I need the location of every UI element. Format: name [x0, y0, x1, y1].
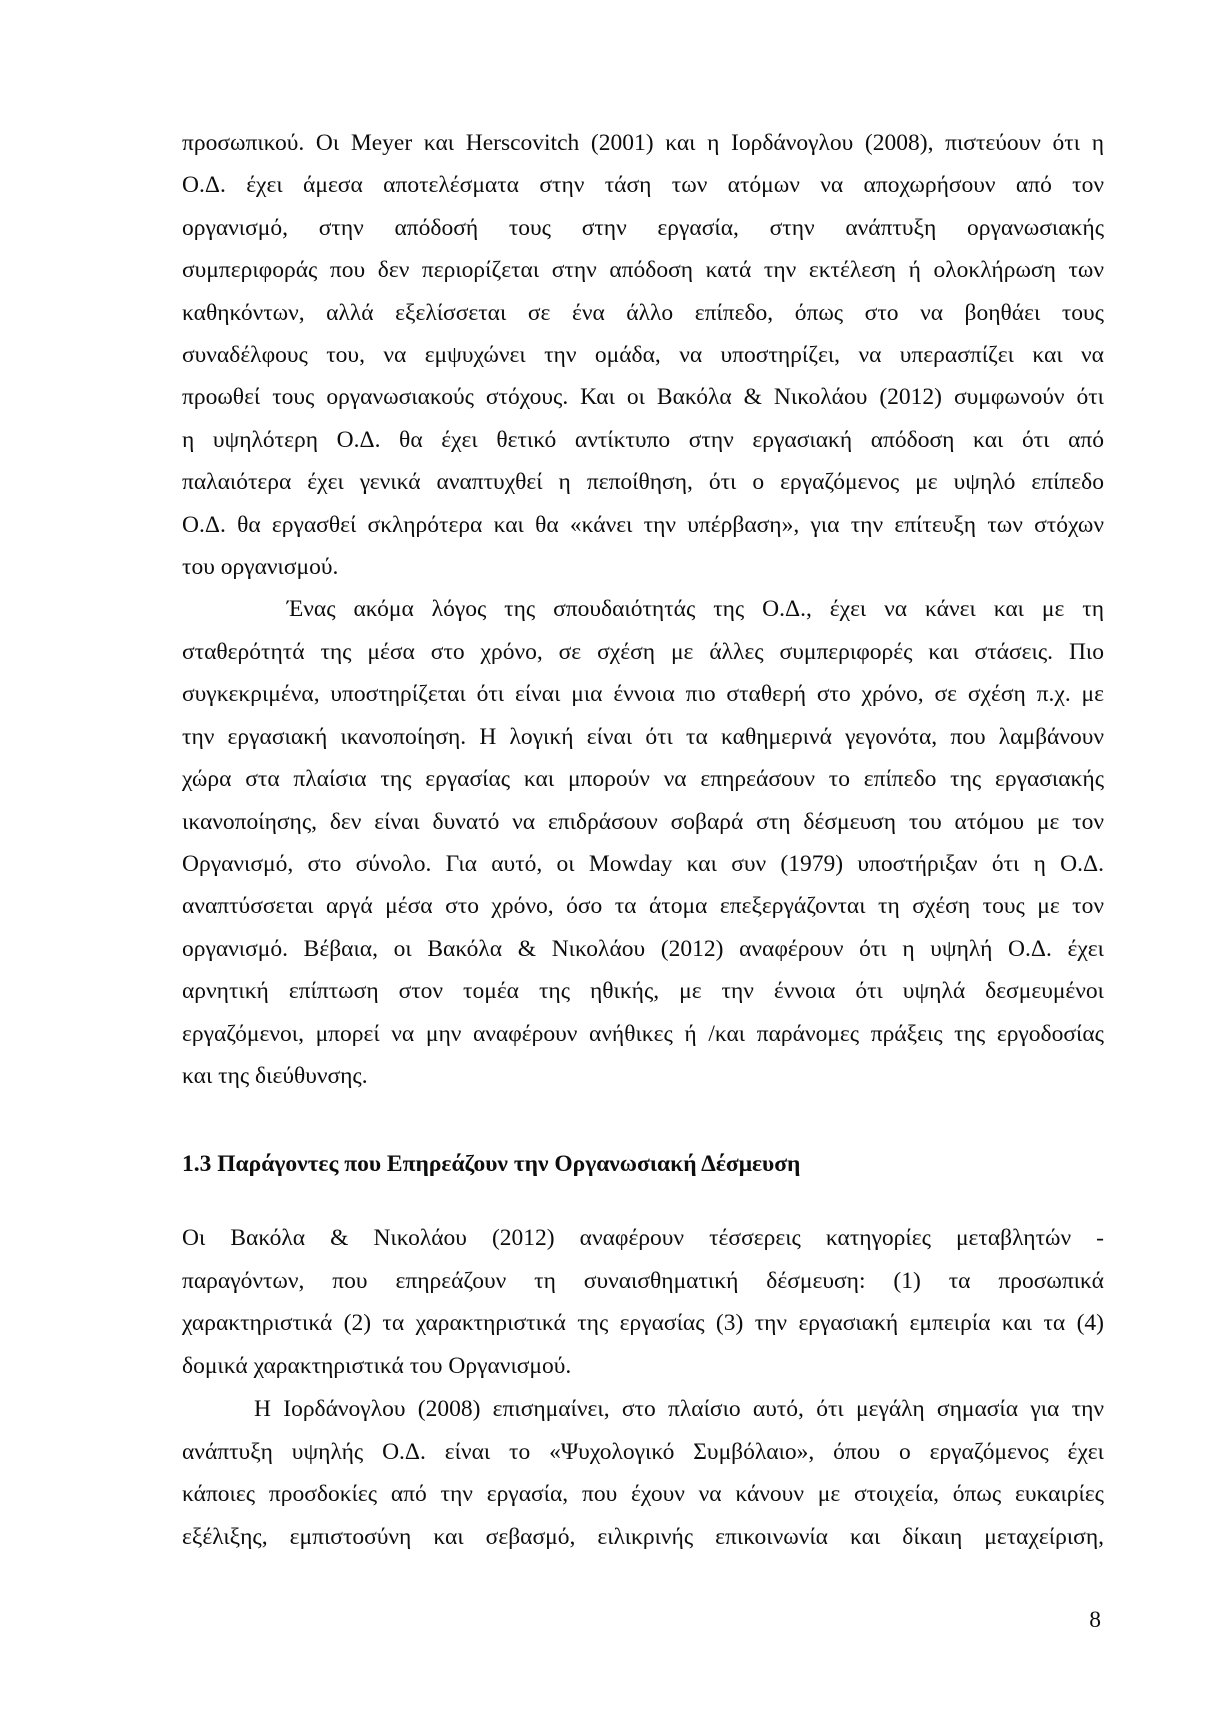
text-line: παλαιότερα έχει γενικά αναπτυχθεί η πεποίθηση, ότι ο εργαζόμενος με υψηλό επίπεδο	[182, 469, 1104, 496]
body-text-upper	[182, 122, 1104, 1097]
text-line: οργανισμό. Βέβαια, οι Βακόλα & Νικολάου (2012) αναφέρουν ότι η υψηλή Ο.Δ. έχει	[182, 935, 1104, 962]
text-line: συγκεκριμένα, υποστηρίζεται ότι είναι μια έννοια πιο σταθερή στο χρόνο, σε σχέση π.χ. με	[182, 681, 1104, 708]
text-line: του οργανισμού.	[182, 554, 339, 581]
text-line: σταθερότητά της μέσα στο χρόνο, σε σχέση με άλλες συμπεριφορές και στάσεις. Πιο	[182, 638, 1104, 665]
text-line: εξέλιξης, εμπιστοσύνη και σεβασμό, ειλικρινής επικοινωνία και δίκαιη μεταχείριση,	[182, 1523, 1104, 1550]
text-line: την εργασιακή ικανοποίηση. Η λογική είναι ότι τα καθημερινά γεγονότα, που λαμβάνουν	[182, 723, 1104, 750]
text-line: δομικά χαρακτηριστικά του Οργανισμού.	[182, 1353, 572, 1380]
paragraph	[182, 1388, 1104, 1559]
text-line: χαρακτηριστικά (2) τα χαρακτηριστικά της εργασίας (3) την εργασιακή εμπειρία και τα (4)	[182, 1310, 1104, 1337]
text-line: καθηκόντων, αλλά εξελίσσεται σε ένα άλλο επίπεδο, όπως στο να βοηθάει τους	[182, 299, 1104, 326]
paragraph	[182, 588, 1104, 1097]
text-line: Ο.Δ. έχει άμεσα αποτελέσματα στην τάση των ατόμων να αποχωρήσουν από τον	[182, 172, 1104, 199]
text-line: και της διεύθυνσης.	[182, 1062, 368, 1089]
section-heading: 1.3 Παράγοντες που Επηρεάζουν την Οργανωσιακή Δέσμευση	[182, 1151, 801, 1177]
paragraph	[182, 122, 1104, 588]
page-number: 8	[1089, 1607, 1101, 1633]
text-line: ικανοποίησης, δεν είναι δυνατό να επιδράσουν σοβαρά στη δέσμευση του ατόμου με τον	[182, 808, 1104, 835]
paragraph	[182, 1217, 1104, 1388]
text-line: οργανισμό, στην απόδοσή τους στην εργασία, στην ανάπτυξη οργανωσιακής	[182, 214, 1104, 241]
text-line: αναπτύσσεται αργά μέσα στο χρόνο, όσο τα άτομα επεξεργάζονται τη σχέση τους με τον	[182, 893, 1104, 920]
text-line: συναδέλφους του, να εμψυχώνει την ομάδα, να υποστηρίζει, να υπερασπίζει και να	[182, 342, 1104, 369]
text-line: συμπεριφοράς που δεν περιορίζεται στην απόδοση κατά την εκτέλεση ή ολοκλήρωση των	[182, 257, 1104, 284]
text-line: Η Ιορδάνογλου (2008) επισημαίνει, στο πλαίσιο αυτό, ότι μεγάλη σημασία για την	[254, 1395, 1104, 1422]
text-line: προσωπικού. Οι Meyer και Herscovitch (2001) και η Ιορδάνογλου (2008), πιστεύουν ότι η	[182, 130, 1104, 156]
text-line: η υψηλότερη Ο.Δ. θα έχει θετικό αντίκτυπο στην εργασιακή απόδοση και ότι από	[182, 426, 1104, 453]
text-line: χώρα στα πλαίσια της εργασίας και μπορούν να επηρεάσουν το επίπεδο της εργασιακής	[182, 766, 1104, 793]
text-line: Ένας ακόμα λόγος της σπουδαιότητάς της Ο.Δ., έχει να κάνει και με τη	[287, 596, 1104, 623]
text-line: κάποιες προσδοκίες από την εργασία, που έχουν να κάνουν με στοιχεία, όπως ευκαιρίες	[182, 1481, 1104, 1508]
body-text-lower	[182, 1217, 1104, 1559]
text-line: αρνητική επίπτωση στον τομέα της ηθικής, με την έννοια ότι υψηλά δεσμευμένοι	[182, 978, 1104, 1005]
text-line: προωθεί τους οργανωσιακούς στόχους. Και οι Βακόλα & Νικολάου (2012) συμφωνούν ότι	[182, 384, 1104, 411]
text-line: παραγόντων, που επηρεάζουν τη συναισθηματική δέσμευση: (1) τα προσωπικά	[182, 1267, 1104, 1294]
text-line: ανάπτυξη υψηλής Ο.Δ. είναι το «Ψυχολογικό Συμβόλαιο», όπου ο εργαζόμενος έχει	[182, 1438, 1104, 1465]
text-line: Οργανισμό, στο σύνολο. Για αυτό, οι Mowday και συν (1979) υποστήριξαν ότι η Ο.Δ.	[182, 850, 1104, 877]
text-line: Ο.Δ. θα εργασθεί σκληρότερα και θα «κάνει την υπέρβαση», για την επίτευξη των στόχων	[182, 511, 1104, 538]
text-line: εργαζόμενοι, μπορεί να μην αναφέρουν ανήθικες ή /και παράνομες πράξεις της εργοδοσίας	[182, 1020, 1104, 1047]
text-line: Οι Βακόλα & Νικολάου (2012) αναφέρουν τέσσερεις κατηγορίες μεταβλητών -	[182, 1225, 1104, 1251]
